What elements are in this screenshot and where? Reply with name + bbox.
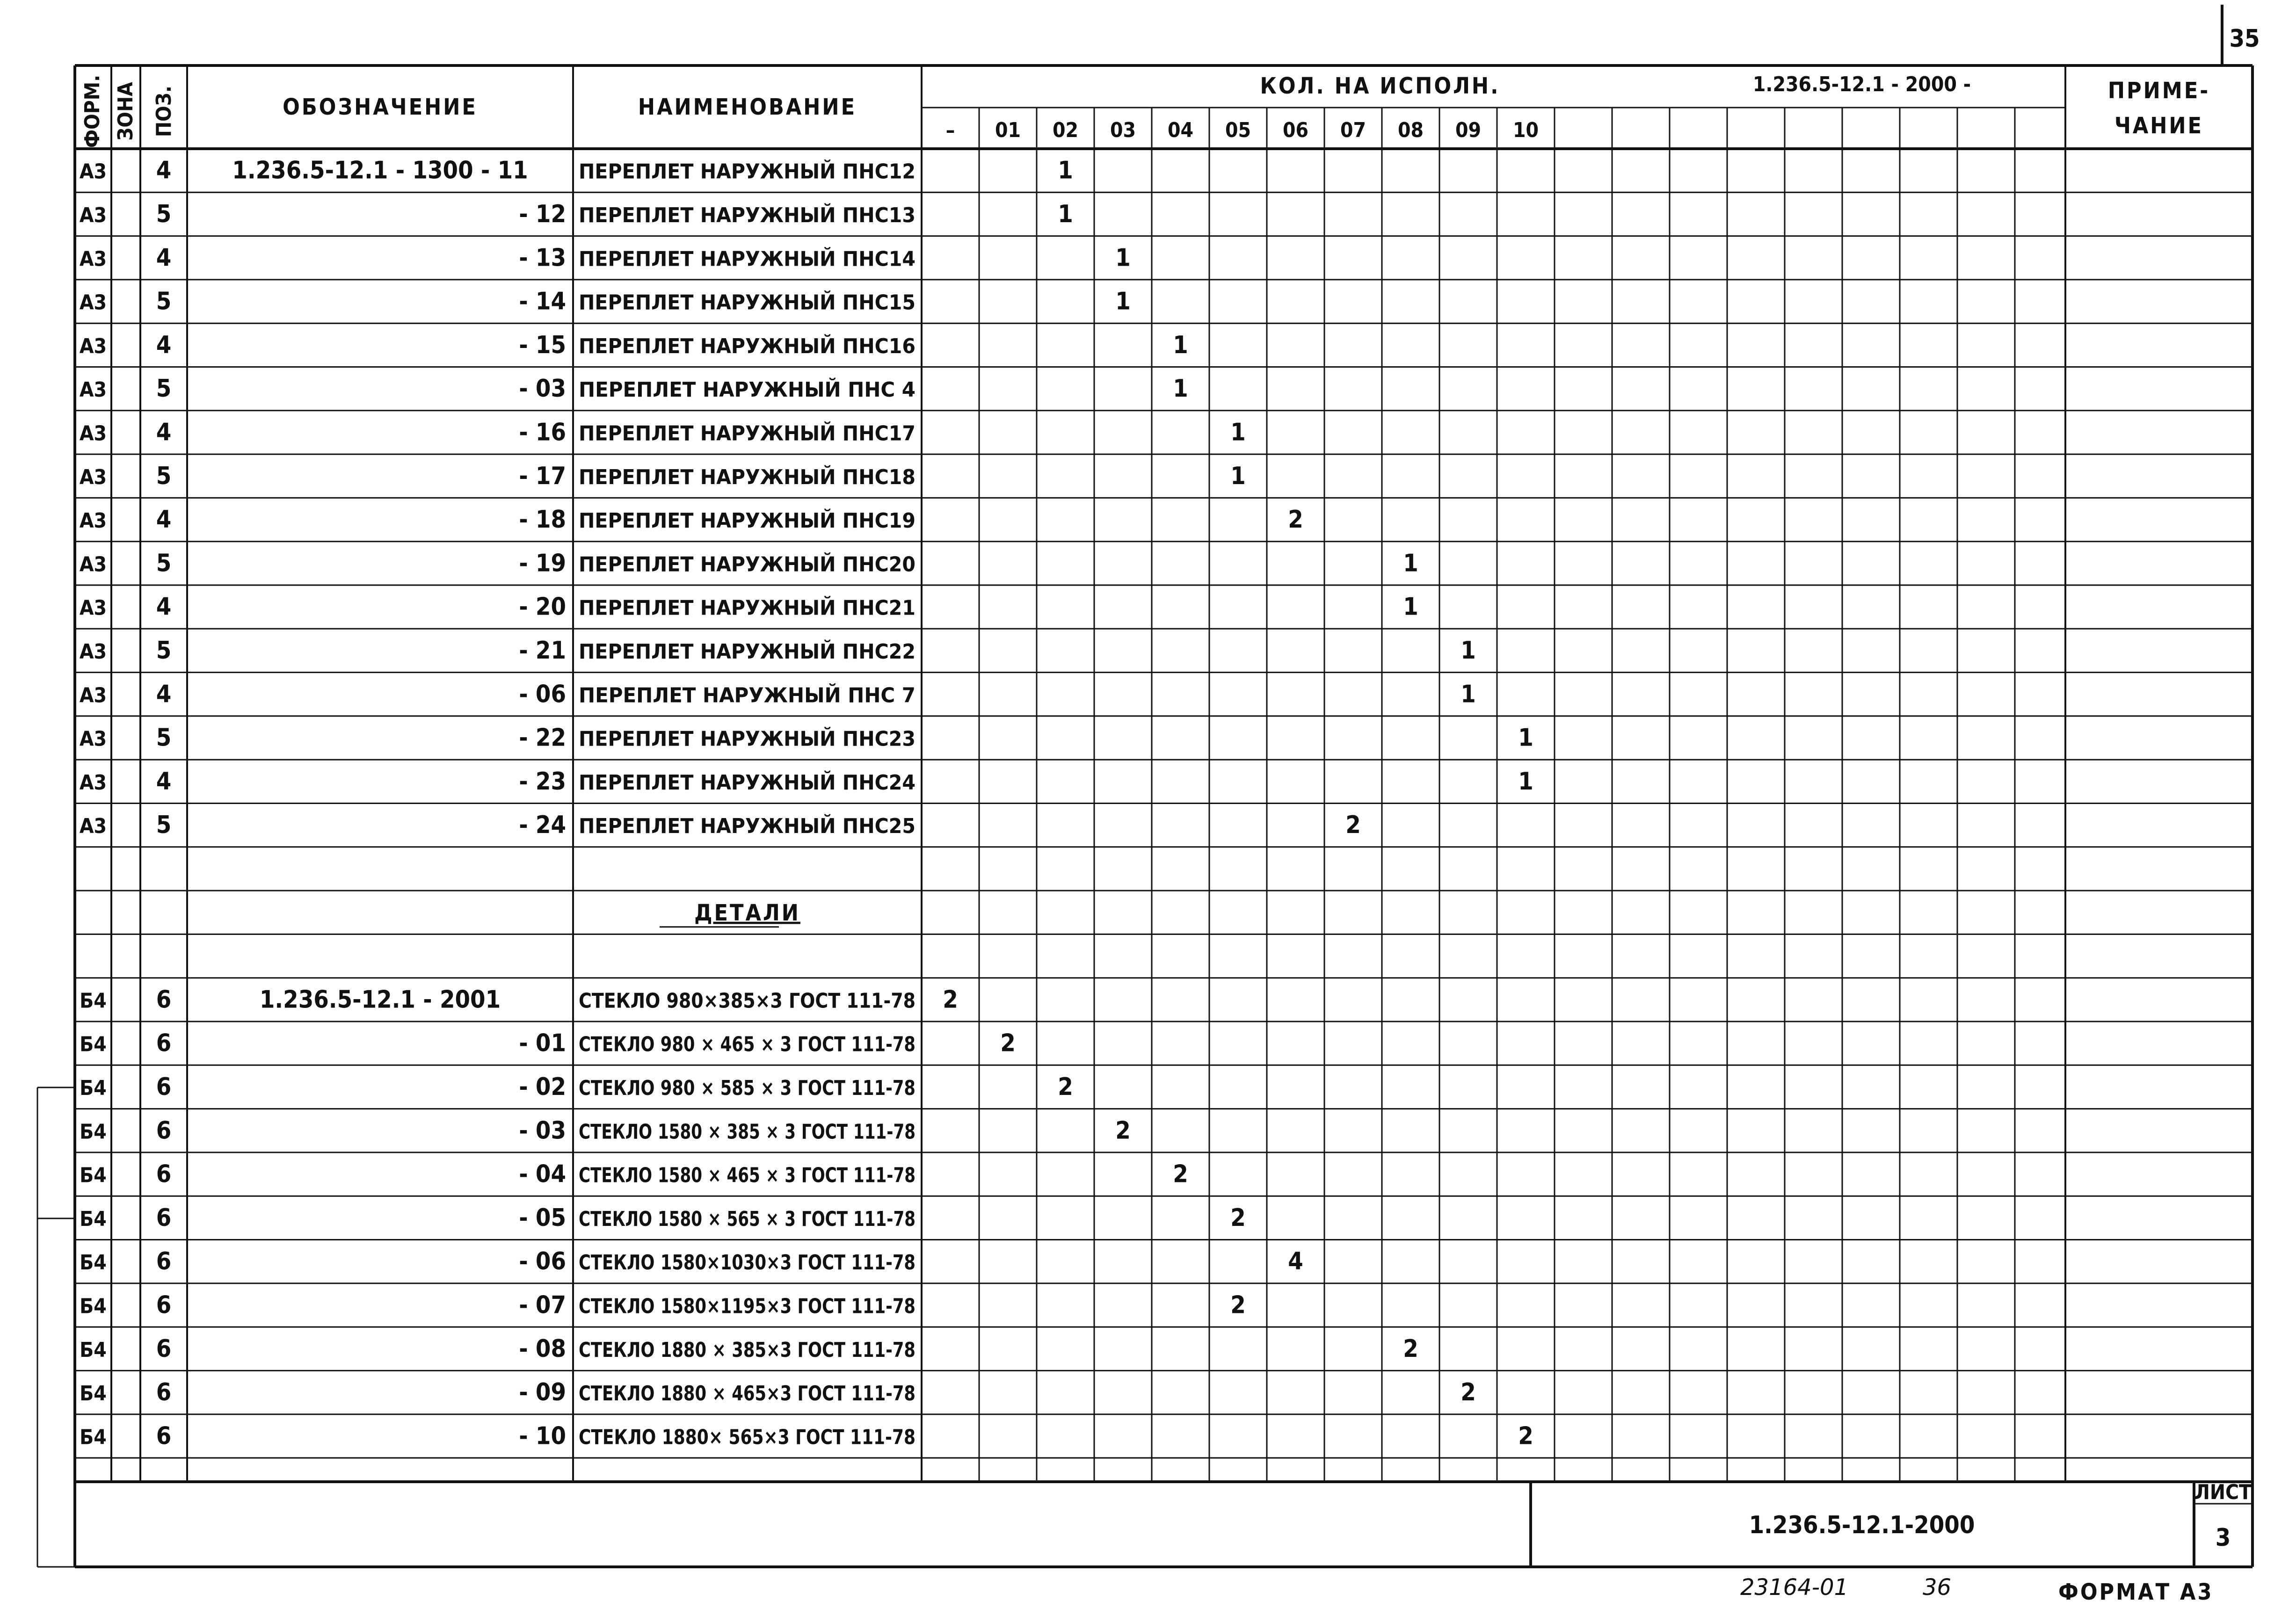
cell-form: А3 (79, 334, 107, 358)
cell-pos: 6 (156, 1291, 172, 1319)
header-qty-caption: КОЛ. НА ИСПОЛН. (1260, 73, 1500, 99)
cell-qty: 2 (1288, 506, 1303, 534)
cell-designation: - 12 (519, 200, 566, 228)
table-row (80, 200, 1073, 228)
cell-pos: 5 (156, 636, 172, 665)
cell-pos: 6 (156, 1072, 172, 1101)
cell-designation: - 04 (519, 1160, 566, 1188)
cell-pos: 4 (156, 767, 172, 796)
table-header (80, 72, 2210, 148)
cell-designation: - 23 (519, 767, 566, 796)
cell-form: Б4 (80, 1382, 107, 1406)
variant-header: 05 (1225, 118, 1251, 142)
table-row (80, 506, 1303, 534)
cell-designation: - 01 (519, 1029, 566, 1058)
cell-designation: - 20 (519, 593, 566, 621)
cell-form: А3 (79, 290, 107, 315)
table-row (80, 1335, 1418, 1363)
sheet-number: 3 (2215, 1524, 2231, 1552)
cell-qty: 2 (1230, 1203, 1246, 1232)
cell-designation: - 06 (519, 680, 566, 709)
cell-qty: 1 (1518, 767, 1533, 796)
title-block (1740, 1480, 2252, 1605)
cell-pos: 6 (156, 1116, 172, 1145)
cell-name: ПЕРЕПЛЕТ НАРУЖНЫЙ ПНС22 (579, 639, 903, 664)
cell-name: ПЕРЕПЛЕТ НАРУЖНЫЙ ПНС25 (579, 814, 903, 839)
cell-designation: - 16 (519, 418, 566, 447)
cell-form: А3 (79, 814, 107, 839)
cell-pos: 6 (156, 1247, 172, 1276)
cell-designation: - 13 (519, 244, 566, 272)
cell-qty: 1 (1058, 200, 1073, 228)
cell-form: А3 (79, 421, 107, 446)
table-row (80, 1291, 1246, 1319)
cell-name: СТЕКЛО 980 × 465 × 3 ГОСТ 111-78 (579, 1032, 915, 1057)
cell-form: А3 (79, 639, 107, 664)
cell-pos: 6 (156, 1422, 172, 1450)
cell-name: ПЕРЕПЛЕТ НАРУЖНЫЙ ПНС18 (579, 465, 903, 489)
cell-pos: 6 (156, 1160, 172, 1188)
cell-designation: - 15 (519, 331, 566, 359)
cell-name: СТЕКЛО 1580 × 385 × 3 ГОСТ 111-78 (579, 1120, 915, 1144)
table-row (80, 549, 1418, 577)
table-row (80, 768, 1533, 796)
cell-name: ПЕРЕПЛЕТ НАРУЖНЫЙ ПНС17 (579, 421, 903, 446)
cell-pos: 6 (156, 1334, 172, 1363)
cell-pos: 4 (156, 331, 172, 359)
table-row (80, 724, 1533, 752)
cell-qty: 2 (1058, 1072, 1073, 1101)
cell-qty: 1 (1230, 418, 1246, 447)
table-row (80, 418, 1246, 446)
cell-pos: 4 (156, 593, 172, 621)
cell-designation: - 19 (519, 549, 566, 578)
page-number: 36 (1923, 1574, 1952, 1601)
cell-form: А3 (79, 770, 107, 795)
cell-pos: 6 (156, 1378, 172, 1407)
header-qty-doc: 1.236.5-12.1 - 2000 - (1752, 72, 1971, 96)
table-row (80, 1073, 1073, 1101)
variant-header: 06 (1282, 118, 1309, 142)
table-row (80, 1029, 1016, 1058)
cell-qty: 2 (1115, 1116, 1131, 1145)
cell-name: ПЕРЕПЛЕТ НАРУЖНЫЙ ПНС 4 (579, 378, 897, 402)
cell-pos: 5 (156, 549, 172, 578)
inventory-number: 23164-01 (1740, 1574, 1849, 1601)
cell-designation: 1.236.5-12.1 - 2001 (259, 985, 501, 1014)
cell-name: ПЕРЕПЛЕТ НАРУЖНЫЙ ПНС14 (579, 247, 903, 271)
cell-name: ПЕРЕПЛЕТ НАРУЖНЫЙ ПНС19 (579, 509, 903, 533)
cell-pos: 5 (156, 462, 172, 490)
cell-form: Б4 (80, 1425, 107, 1449)
cell-form: А3 (79, 552, 107, 577)
cell-form: А3 (79, 683, 107, 708)
table-row (660, 900, 800, 927)
variant-header: 03 (1110, 118, 1136, 142)
cell-designation: - 17 (519, 462, 566, 490)
cell-pos: 4 (156, 156, 172, 185)
cell-name: ПЕРЕПЛЕТ НАРУЖНЫЙ ПНС15 (579, 290, 903, 315)
cell-qty: 1 (1115, 244, 1131, 272)
header-zone: ЗОНА (114, 82, 138, 141)
cell-name: СТЕКЛО 980 × 585 × 3 ГОСТ 111-78 (579, 1076, 915, 1100)
cell-qty: 2 (1000, 1029, 1016, 1058)
cell-pos: 4 (156, 418, 172, 447)
section-title: ДЕТАЛИ (694, 899, 800, 926)
cell-name: СТЕКЛО 1580 × 465 × 3 ГОСТ 111-78 (579, 1163, 915, 1188)
cell-form: Б4 (80, 1120, 107, 1144)
cell-name: СТЕКЛО 1880 × 385×3 ГОСТ 111-78 (579, 1338, 915, 1362)
cell-qty: 1 (1058, 156, 1073, 185)
cell-qty: 2 (1230, 1291, 1246, 1319)
cell-form: А3 (79, 509, 107, 533)
cell-pos: 6 (156, 1029, 172, 1058)
cell-name: ПЕРЕПЛЕТ НАРУЖНЫЙ ПНС 7 (579, 683, 897, 708)
cell-designation: - 22 (519, 724, 566, 752)
cell-form: Б4 (80, 1032, 107, 1057)
cell-designation: - 09 (519, 1378, 566, 1407)
cell-form: А3 (79, 727, 107, 751)
cell-pos: 4 (156, 506, 172, 534)
table-row (80, 331, 1188, 359)
table-row (80, 1116, 1131, 1145)
cell-pos: 5 (156, 811, 172, 840)
cell-qty: 2 (1518, 1422, 1533, 1450)
cell-qty: 2 (1403, 1334, 1418, 1363)
table-row (80, 593, 1418, 621)
table-row (80, 244, 1131, 272)
variant-header: 02 (1052, 118, 1079, 142)
header-pos: ПОЗ. (152, 86, 176, 137)
cell-qty: 2 (1460, 1378, 1476, 1407)
table-row (80, 811, 1361, 839)
cell-name: СТЕКЛО 1580×1030×3 ГОСТ 111-78 (579, 1251, 915, 1275)
cell-form: А3 (79, 159, 107, 184)
header-name: НАИМЕНОВАНИЕ (638, 94, 857, 120)
table-row (80, 375, 1188, 403)
cell-name: ПЕРЕПЛЕТ НАРУЖНЫЙ ПНС16 (579, 334, 903, 358)
variant-header: 07 (1340, 118, 1366, 142)
variant-header: – (945, 118, 955, 142)
variant-header: 04 (1167, 118, 1194, 142)
cell-qty: 1 (1173, 375, 1188, 403)
cell-pos: 4 (156, 244, 172, 272)
cell-pos: 5 (156, 724, 172, 752)
cell-pos: 4 (156, 680, 172, 709)
cell-designation: - 05 (519, 1203, 566, 1232)
cell-qty: 1 (1460, 636, 1476, 665)
cell-qty: 1 (1460, 680, 1476, 709)
header-note-line1: ПРИМЕ- (2107, 78, 2210, 104)
cell-name: СТЕКЛО 1580 × 565 × 3 ГОСТ 111-78 (579, 1207, 915, 1231)
cell-name: ПЕРЕПЛЕТ НАРУЖНЫЙ ПНС21 (579, 596, 903, 620)
cell-form: Б4 (80, 1338, 107, 1362)
cell-pos: 5 (156, 375, 172, 403)
table-row (80, 1204, 1246, 1232)
cell-qty: 1 (1173, 331, 1188, 359)
cell-name: ПЕРЕПЛЕТ НАРУЖНЫЙ ПНС20 (579, 552, 903, 577)
cell-designation: - 03 (519, 1116, 566, 1145)
cell-name: ПЕРЕПЛЕТ НАРУЖНЫЙ ПНС12 (579, 159, 903, 184)
cell-form: А3 (79, 596, 107, 620)
cell-form: Б4 (80, 1207, 107, 1231)
cell-form: Б4 (80, 1251, 107, 1275)
cell-pos: 6 (156, 1203, 172, 1232)
variant-header: 08 (1397, 118, 1424, 142)
cell-pos: 6 (156, 985, 172, 1014)
table-row (80, 157, 1073, 185)
sheet-label: ЛИСТ (2194, 1480, 2252, 1504)
cell-qty: 2 (943, 985, 958, 1014)
table-row (80, 985, 958, 1014)
table-row (80, 1160, 1188, 1188)
cell-name: ПЕРЕПЛЕТ НАРУЖНЫЙ ПНС24 (579, 770, 903, 795)
cell-form: Б4 (80, 989, 107, 1013)
cell-form: А3 (79, 247, 107, 271)
cell-designation: - 07 (519, 1291, 566, 1319)
doc-number: 1.236.5-12.1-2000 (1749, 1511, 1975, 1539)
table-row (80, 462, 1246, 490)
variant-header: 10 (1512, 118, 1539, 142)
cell-form: Б4 (80, 1163, 107, 1188)
variant-header: 01 (995, 118, 1021, 142)
cell-qty: 4 (1288, 1247, 1303, 1276)
table-row (80, 288, 1131, 316)
variant-header: 09 (1455, 118, 1482, 142)
cell-qty: 2 (1345, 811, 1361, 840)
cell-form: А3 (79, 203, 107, 227)
cell-form: А3 (79, 378, 107, 402)
cell-name: СТЕКЛО 1580×1195×3 ГОСТ 111-78 (579, 1294, 915, 1319)
cell-designation: - 06 (519, 1247, 566, 1276)
cell-pos: 5 (156, 287, 172, 316)
cell-qty: 1 (1230, 462, 1246, 490)
table-row (80, 1247, 1303, 1275)
cell-designation: - 08 (519, 1334, 566, 1363)
cell-designation: - 21 (519, 636, 566, 665)
cell-designation: - 10 (519, 1422, 566, 1450)
format-label: ФОРМАТ А3 (2058, 1579, 2214, 1605)
cell-pos: 5 (156, 200, 172, 228)
cell-name: СТЕКЛО 1880× 565×3 ГОСТ 111-78 (579, 1425, 915, 1449)
corner-sheet-number: 35 (2229, 25, 2260, 53)
cell-qty: 1 (1518, 724, 1533, 752)
cell-designation: - 24 (519, 811, 566, 840)
cell-name: СТЕКЛО 980×385×3 ГОСТ 111-78 (579, 989, 915, 1013)
cell-form: Б4 (80, 1294, 107, 1319)
cell-qty: 1 (1115, 287, 1131, 316)
table-row (80, 1422, 1533, 1450)
cell-qty: 1 (1403, 593, 1418, 621)
cell-name: ПЕРЕПЛЕТ НАРУЖНЫЙ ПНС23 (579, 727, 903, 751)
cell-designation: - 02 (519, 1072, 566, 1101)
table-grid (37, 5, 2260, 1567)
cell-name: СТЕКЛО 1880 × 465×3 ГОСТ 111-78 (579, 1382, 915, 1406)
header-note-line2: ЧАНИЕ (2114, 113, 2204, 139)
cell-form: Б4 (80, 1076, 107, 1100)
cell-designation: 1.236.5-12.1 - 1300 - 11 (232, 156, 528, 185)
cell-name: ПЕРЕПЛЕТ НАРУЖНЫЙ ПНС13 (579, 203, 903, 227)
header-form: ФОРМ. (80, 74, 104, 148)
cell-qty: 1 (1403, 549, 1418, 578)
cell-designation: - 18 (519, 506, 566, 534)
cell-designation: - 14 (519, 287, 566, 316)
cell-designation: - 03 (519, 375, 566, 403)
header-designation: ОБОЗНАЧЕНИЕ (283, 94, 478, 120)
cell-qty: 2 (1173, 1160, 1188, 1188)
cell-form: А3 (79, 465, 107, 489)
